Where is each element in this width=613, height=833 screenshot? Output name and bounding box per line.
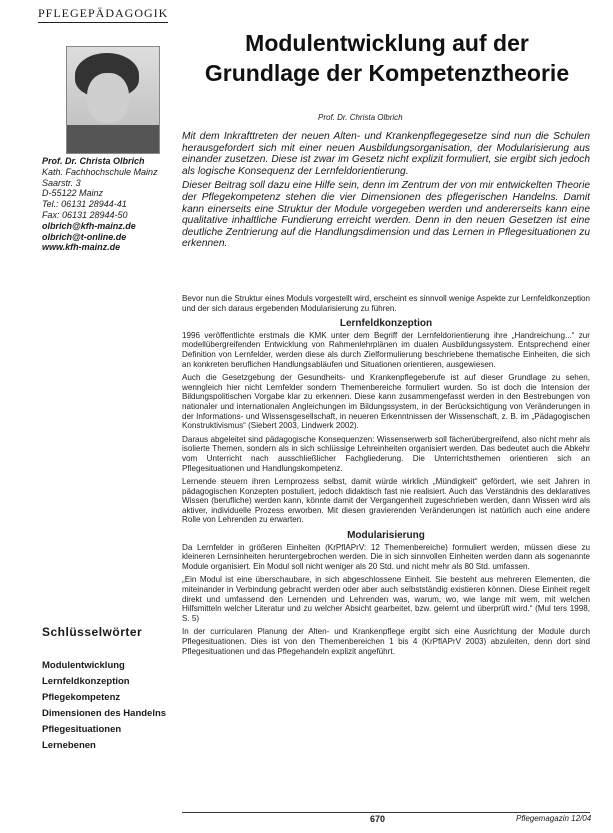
keyword-item: Pflegesituationen — [42, 724, 122, 735]
keyword-item: Pflegekompetenz — [42, 692, 121, 703]
intro — [182, 131, 590, 253]
author-contact — [42, 156, 172, 253]
sidebar — [0, 0, 175, 833]
author-line: Saarstr. 3 — [42, 177, 81, 188]
body-paragraph: Da Lernfelder in größeren Einheiten (KrPflAPrV: 12 Themenbereiche) formuliert werden, müssen diese zu kleineren Lernsinheiten heruntergebrochen werden. Die in sich sinnvollen Einheiten werden dann als sogenannte Module organisiert. Ein Modul soll nicht weniger als 20 Std. und nicht mehr als 80 Std. umfassen. — [182, 542, 590, 571]
body-paragraph: Lernende steuern ihren Lernprozess selbst, damit würde wirklich „Mündigkeit“ gefördert, wie seit Jahren in pädagogischen Konzepten postuliert, jedoch didaktisch fast nie realisiert. Auch das Verständnis des deklaratives Wissen (berufliche) werden kann, könnte damit der Vergangenheit zugeschrieben werden, dann Wissen wird als aktiver, individuelle Prozess erworben. Mit diesen gravierenden Veränderungen ist natürlich auch eine andere Rolle von Lehrenden zu erwarten. — [182, 477, 590, 525]
body-paragraph: In der curricularen Planung der Alten- und Krankenpflege ergibt sich eine Ausrichtung der Module durch Pflegesituationen. Dies ist von den Themenbereichen 1 bis 4 (KrPflAPrV 2003) abzuleiten, denn dort sind Pflegesituationen und das Pflegehandeln explizit angeführt. — [182, 627, 590, 656]
body-paragraph: Auch die Gesetzgebung der Gesundheits- und Krankenpflegeberufe ist auf dieser Grundlage zu sehen, wenngleich hier nicht Lernfelder sondern Themenbereiche formuliert wurden. So ist doch die Intension der Bildungspolitischen Vorgabe klar zu erkennen. Diese kann zusammengefasst werden in den Bestrebungen von nationaler und internationalen Angleichungen im Bildungssystem, in der Berücksichtigung von Veränderungen in der Informations- und Wissensgesellschaft, in neueren Erkenntnissen der Wissenschaft, z. B. im „Pädagogischen Konstruktivismus“ (Siebert 2003, Lindwerk 2002). — [182, 373, 590, 431]
keyword-item: Lernebenen — [42, 740, 96, 751]
journal-issue: Pflegemagazin 12/04 — [516, 814, 592, 823]
author-line: D-55122 Mainz — [42, 188, 104, 199]
author-email-alt[interactable]: olbrich@t-online.de — [42, 231, 127, 242]
author-name: Prof. Dr. Christa Olbrich — [42, 156, 145, 166]
intro-paragraph: Mit dem Inkrafttreten der neuen Alten- und Krankenpflegegesetze sind nun die Schulen herausgefordert sich mit einer neuen Ausbildungsorganisation, der Modularisierung aus einander zusetzen. Diese ist zwar im Gesetz nicht explizit formuliert, sie ergibt sich jedoch als logische Konsequenz der Lernfeldorientierung. — [182, 131, 590, 177]
author-website[interactable]: www.kfh-mainz.de — [42, 242, 121, 253]
footer-divider — [182, 812, 590, 813]
journal-header: PFLEGEPÄDAGOGIK — [38, 6, 168, 23]
author-line: Kath. Fachhochschule Mainz — [42, 166, 158, 177]
keywords-list — [42, 658, 167, 754]
keyword-item: Lernfeldkonzeption — [42, 676, 130, 687]
keyword-item: Dimensionen des Handelns — [42, 708, 167, 719]
body-paragraph: Bevor nun die Struktur eines Moduls vorgestellt wird, erscheint es sinnvoll wenige Aspekte zur Lernfeldkonzeption und der sich daraus ergebenden Modularisierung zu führen. — [182, 294, 590, 313]
body-paragraph: 1996 veröffentlichte erstmals die KMK unter dem Begriff der Lernfeldorientierung ihre „Handreichung...“ zur modellübergreifenden Entwicklung von Rahmenlehrplänen im dualen Ausbildungssystem. Entsprechend einer Definition von Lernfelder, werden diese als durch Zielformulierung beschriebene thematische Einheiten, die sich an konkreten beruflichen Handlungsabläufen und Situationen orientieren, ausgewiesen. — [182, 330, 590, 369]
author-email[interactable]: olbrich@kfh-mainz.de — [42, 220, 136, 231]
author-photo — [66, 46, 160, 154]
title-line-1: Modulentwicklung auf der — [245, 30, 529, 56]
title-line-2: Grundlage der Kompetenztheorie — [204, 60, 570, 86]
article-title — [182, 28, 592, 88]
keywords-title: Schlüsselwörter — [42, 625, 143, 639]
intro-paragraph: Dieser Beitrag soll dazu eine Hilfe sein, denn im Zentrum der von mir entwickelten Theorie der Pflegekompetenz stehen die vier Dimensionen des pflegerischen Handelns. Damit kann einerseits eine Struktur der Module vorgegeben werden und andererseits kann eine qualitative inhaltliche Fundierung erreicht werden. Denn in den neuen Gesetzen ist eine deutliche Zentrierung auf die Handlungsdimension und das Lernen in Pflegesituationen zu erkennen. — [182, 180, 590, 250]
page-number: 670 — [370, 814, 386, 824]
keyword-item: Modulentwicklung — [42, 660, 125, 671]
body-paragraph: Daraus abgeleitet sind pädagogische Konsequenzen: Wissenserwerb soll fächerübergreifend, also nicht mehr als isolierte Themen, sondern als in sich schlüssige Lehreinheiten organisiert werden. Das bedeutet auch die Abkehr vom Unterricht nach ausschließlicher Fachgliederung. Die Unterrichtsthemen orientieren sich an Pflegesituationen und Handlungskompetenz. — [182, 434, 590, 473]
body-paragraph: „Ein Modul ist eine überschaubare, in sich abgeschlossene Einheit. Sie besteht aus mehreren Elementen, die miteinander in Verbindung gebracht werden oder aber auch selbstständig existieren können. Diese Einheit regelt direkt und umfassend den Lernenden und Lehrenden was, warum, wo, wie lange mit wem, mit welchen Hilfsmitteln welcher Literatur und zu welcher Absicht gearbeitet, bzw. gelernt und überprüft wird.“ (Mul ters 1998, S. 5) — [182, 575, 590, 623]
article-body — [182, 294, 590, 660]
section-heading: Lernfeldkonzeption — [339, 318, 433, 330]
section-heading: Modularisierung — [347, 530, 425, 542]
byline: Prof. Dr. Christa Olbrich — [318, 113, 403, 122]
author-line: Tel.: 06131 28944-41 — [42, 199, 127, 210]
author-line: Fax: 06131 28944-50 — [42, 209, 128, 220]
